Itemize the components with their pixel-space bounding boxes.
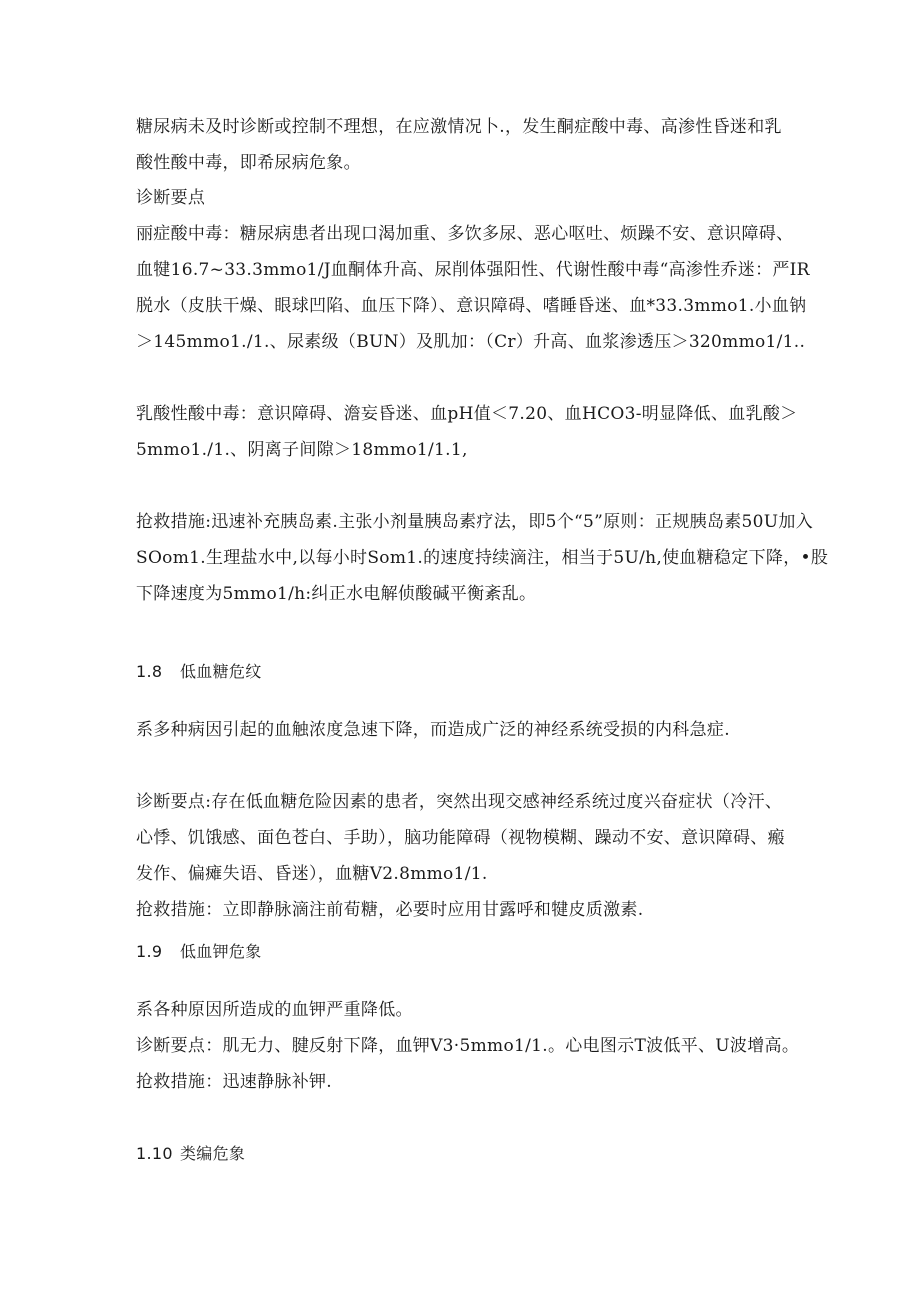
paragraph-line: 5mmo1./1.、阴离子间隙＞18mmo1/1.1,: [136, 440, 468, 460]
paragraph-line: 丽症酸中毒：糖尿病患者出现口渴加重、多饮多尿、恶心呕吐、烦躁不安、意识障碍、: [136, 224, 794, 244]
paragraph-line: 酸性酸中毒，即希尿病危象。: [136, 153, 361, 173]
paragraph-line: 血犍16.7~33.3mmo1/J血酮体升高、尿削体强阳性、代谢性酸中毒“高渗性乔迷：严IR: [136, 260, 810, 280]
section-title: 低血钾危象: [180, 942, 262, 961]
section-number: 1.9: [136, 942, 163, 961]
paragraph-line: ＞145mmo1./1.、尿素级（BUN）及肌加：（Cr）升高、血浆渗透压＞320mmo1/1..: [136, 332, 806, 352]
paragraph-line: 糖尿病未及时诊断或控制不理想，在应激情况卜.，发生酮症酸中毒、高渗性昏迷和乳: [136, 117, 782, 137]
paragraph-line: 抢救措施：立即静脉滴注前荀糖，必要时应用甘露呼和犍皮质激素.: [136, 900, 644, 920]
section-label: 诊断要点: [136, 188, 206, 208]
paragraph-line: 系多种病因引起的血触浓度急速下降，而造成广泛的神经系统受损的内科急症.: [136, 720, 730, 740]
paragraph-line: 心悸、饥饿感、面色苍白、手助），脑功能障碍（视物模糊、躁动不安、意识障碍、瘢: [136, 828, 785, 848]
paragraph-line: 抢救措施：迅速静脉补钾.: [136, 1072, 333, 1092]
paragraph-line: SOom1.生理盐水中,以每小时Som1.的速度持续滴注，相当于5U/h,使血糖稳定下降，•股: [136, 548, 829, 568]
paragraph-line: 诊断要点：肌无力、腱反射下降，血钾V3·5mmo1/1.。心电图示T波低平、U波增高。: [136, 1036, 800, 1056]
paragraph-line: 系各种原因所造成的血钾严重降低。: [136, 1000, 413, 1020]
paragraph-line: 下降速度为5mmo1/h:纠正水电解侦酸碱平衡紊乱。: [136, 584, 537, 604]
section-number: 1.10: [136, 1144, 173, 1163]
section-heading: [136, 1143, 245, 1165]
paragraph-line: 诊断要点:存在低血糖危险因素的患者，突然出现交感神经系统过度兴奋症状（冷汗、: [136, 792, 783, 812]
paragraph-line: 脱水（皮肤干燥、眼球凹陷、血压下降）、意识障碍、嗜睡昏迷、血*33.3mmo1.小血钠: [136, 296, 807, 316]
section-title: 类编危象: [180, 1144, 246, 1163]
paragraph-line: 乳酸性酸中毒：意识障碍、澹妄昏迷、血pH值＜7.20、血HCO3-明显降低、血乳酸＞: [136, 404, 798, 424]
paragraph-line: 发作、偏瘫失语、昏迷），血糖V2.8mmo1/1.: [136, 864, 488, 884]
section-heading: [136, 661, 262, 683]
section-heading: [136, 941, 262, 963]
section-title: 低血糖危纹: [180, 662, 262, 681]
paragraph-line: 抢救措施:迅速补充胰岛素.主张小剂量胰岛素疗法，即5个“5”原则：正规胰岛素50U加入: [136, 512, 814, 532]
section-number: 1.8: [136, 662, 163, 681]
